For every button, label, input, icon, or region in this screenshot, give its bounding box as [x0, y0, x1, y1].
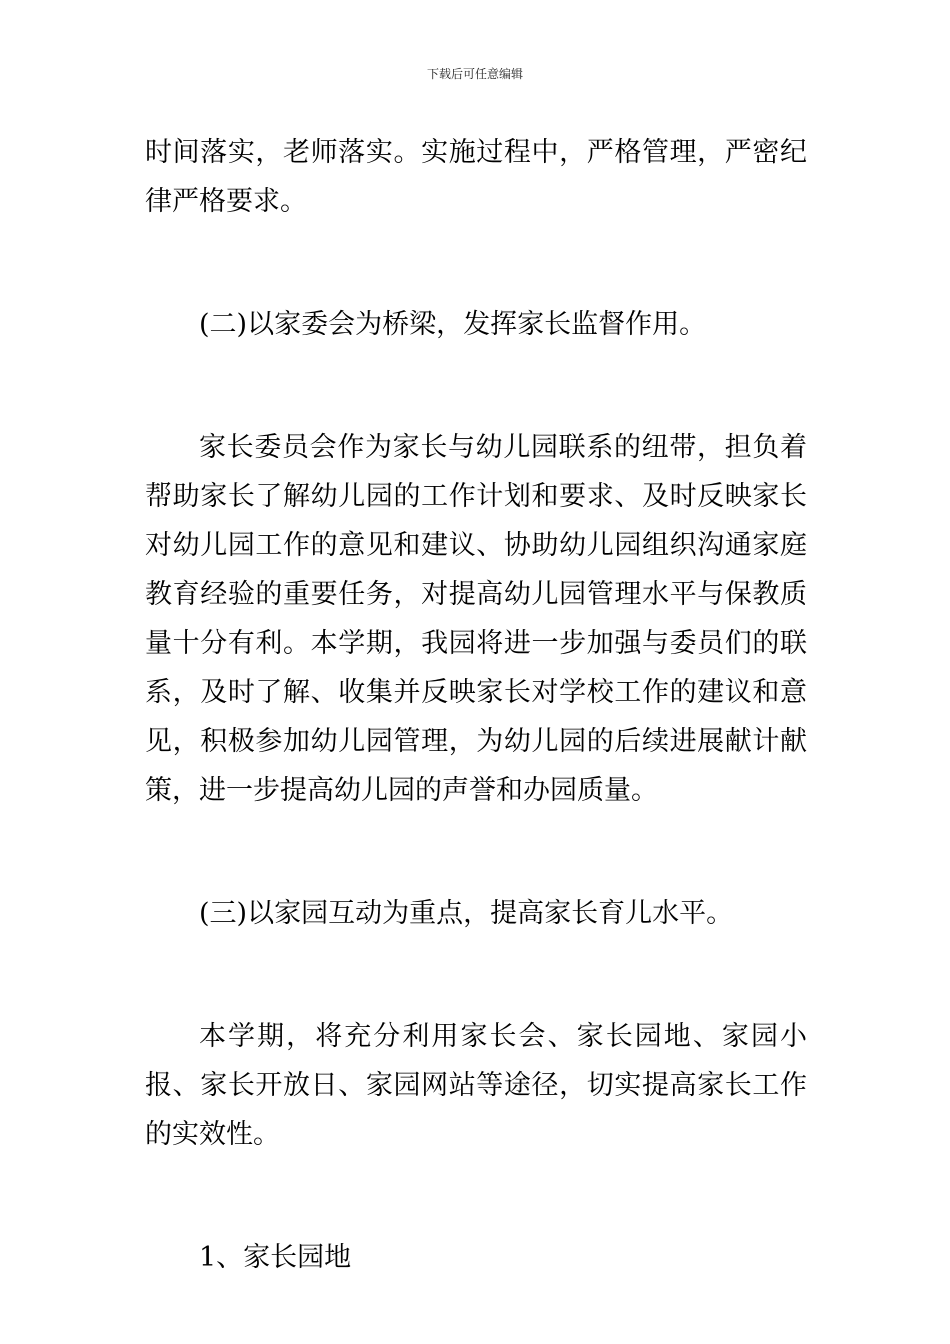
paragraph-gap — [145, 815, 807, 889]
section-heading-2: (二)以家委会为桥梁，发挥家长监督作用。 — [199, 309, 707, 340]
paragraph-continuation: 时间落实，老师落实。实施过程中，严格管理，严密纪律严格要求。 — [145, 137, 807, 217]
paragraph-gap — [145, 226, 807, 300]
paragraph-gap — [145, 1159, 807, 1233]
document-body — [145, 128, 807, 1282]
paragraph-parent-committee: 家长委员会作为家长与幼儿园联系的纽带，担负着帮助家长了解幼儿园的工作计划和要求、及时反映家长对幼儿园工作的意见和建议、协助幼儿园组织沟通家庭教育经验的重要任务，对提高幼儿园管理水平与保教质量十分有利。本学期，我园将进一步加强与委员们的联系，及时了解、收集并反映家长对学校工作的建议和意见，积极参加幼儿园管理，为幼儿园的后续进展献计献策，进一步提高幼儿园的声誉和办园质量。 — [145, 432, 807, 806]
page-header: 下载后可任意编辑 — [426, 67, 523, 81]
paragraph-gap — [145, 938, 807, 1012]
paragraph-interaction: 本学期，将充分利用家长会、家长园地、家园小报、家长开放日、家园网站等途径，切实提高家长工作的实效性。 — [145, 1021, 807, 1150]
section-heading-3: (三)以家园互动为重点，提高家长育儿水平。 — [199, 898, 734, 929]
paragraph-gap — [145, 349, 807, 423]
subheading-parent-garden: 1、家长园地 — [199, 1242, 352, 1273]
